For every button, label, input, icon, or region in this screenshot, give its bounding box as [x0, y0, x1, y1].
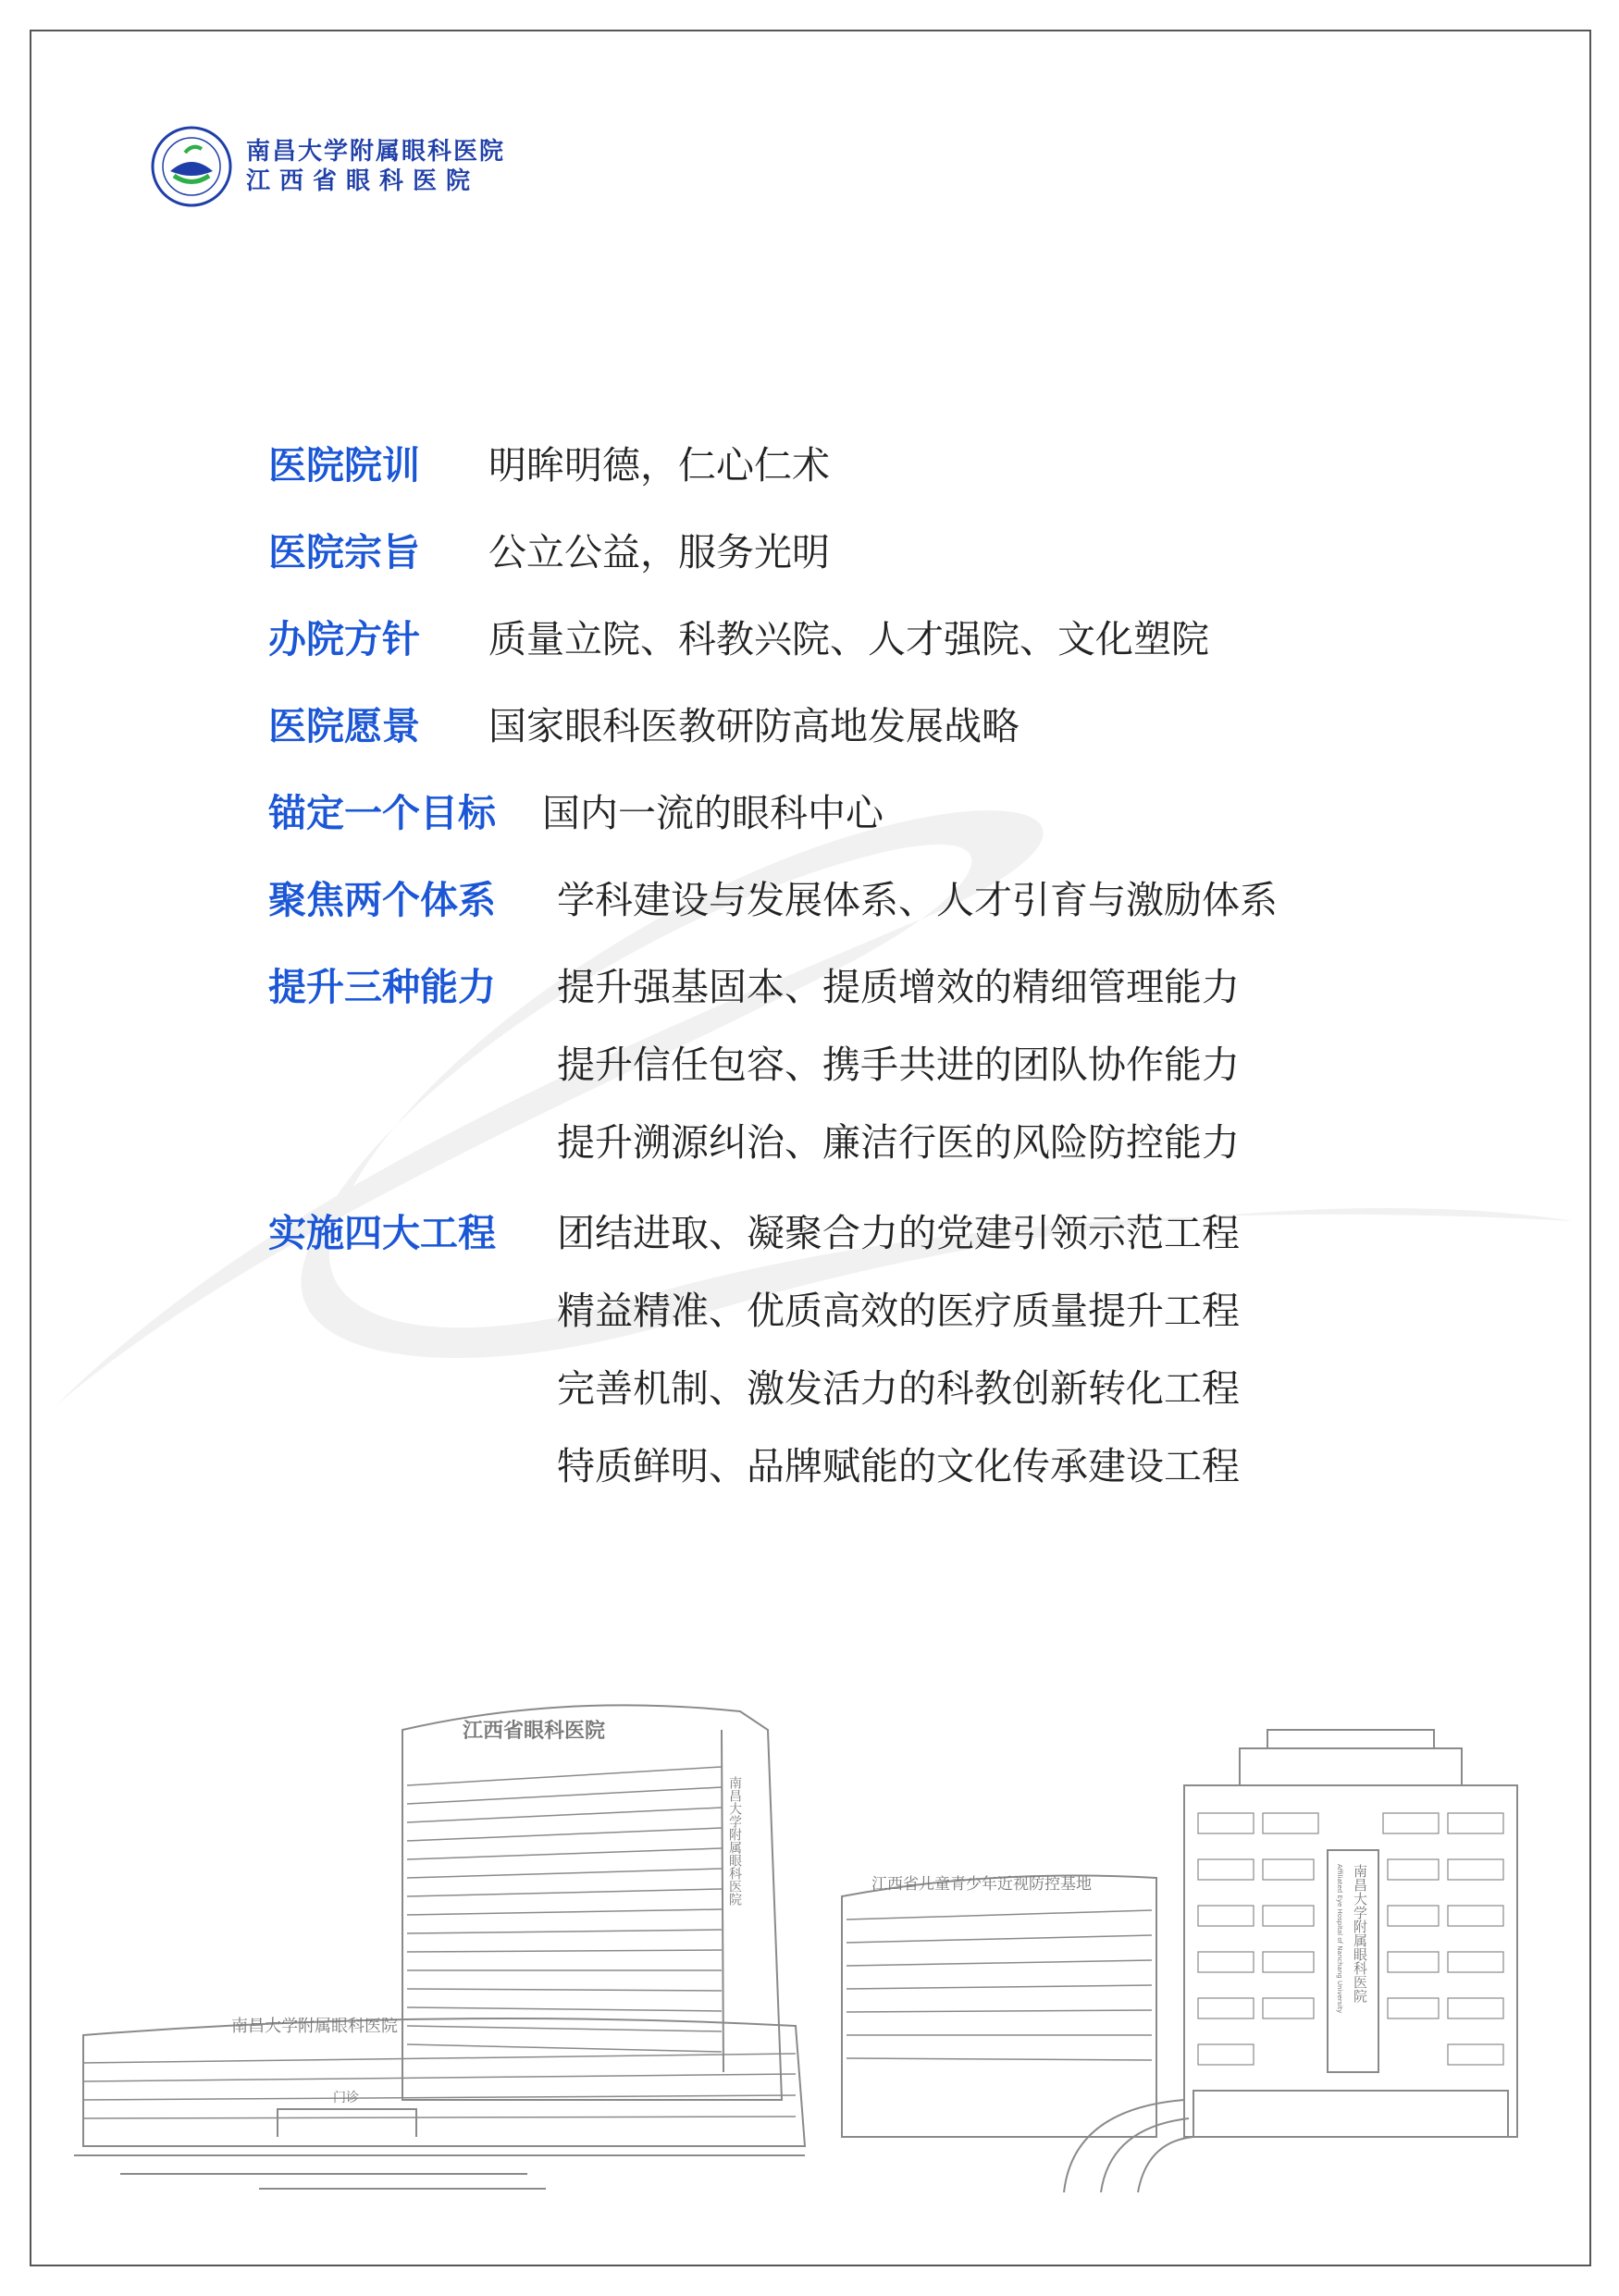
value-text: 国家眼科医教研防高地发展战略 [488, 704, 1020, 748]
value-text: 提升溯源纠治、廉洁行医的风险防控能力 [557, 1120, 1240, 1165]
value-label: 聚焦两个体系 [268, 878, 496, 922]
values-list [268, 439, 1471, 1518]
value-row [268, 613, 1471, 665]
value-text: 公立公益，服务光明 [488, 530, 830, 574]
hospital-emblem-icon [150, 125, 233, 208]
value-label: 实施四大工程 [268, 1211, 496, 1255]
gate-sign: 门诊 [333, 2091, 359, 2105]
podium-sign: 南昌大学附属眼科医院 [231, 2017, 398, 2036]
value-row [268, 961, 1471, 1194]
value-row [268, 1207, 1471, 1518]
value-label: 医院院训 [268, 443, 420, 488]
right-building-english-sign: Affiliated Eye Hospital of Nanchang University [1336, 1864, 1343, 2014]
value-label: 办院方针 [268, 617, 420, 661]
value-text: 特质鲜明、品牌赋能的文化传承建设工程 [557, 1444, 1240, 1488]
value-text: 团结进取、凝聚合力的党建引领示范工程 [557, 1211, 1240, 1255]
value-label: 医院愿景 [268, 704, 420, 748]
hospital-logo [150, 125, 505, 208]
right-building-vertical-sign: 南昌大学附属眼科医院 [1352, 1864, 1368, 2003]
tower-vertical-sign: 南昌大学附属眼科医院 [727, 1776, 742, 1906]
value-row [268, 787, 1471, 839]
value-text: 质量立院、科教兴院、人才强院、文化塑院 [488, 617, 1209, 661]
logo-name-secondary: 江西省眼科医院 [246, 167, 480, 195]
value-row [268, 874, 1471, 926]
value-text: 提升强基固本、提质增效的精细管理能力 [557, 965, 1240, 1009]
value-label: 锚定一个目标 [268, 791, 496, 835]
value-text: 精益精准、优质高效的医疗质量提升工程 [557, 1289, 1240, 1333]
value-text: 完善机制、激发活力的科教创新转化工程 [557, 1366, 1240, 1411]
logo-name-primary: 南昌大学附属眼科医院 [246, 137, 506, 166]
value-text: 学科建设与发展体系、人才引育与激励体系 [557, 878, 1278, 922]
hospital-building-illustration [65, 1674, 1545, 2192]
value-text: 提升信任包容、携手共进的团队协作能力 [557, 1043, 1240, 1087]
value-label: 提升三种能力 [268, 965, 496, 1009]
value-text: 国内一流的眼科中心 [542, 791, 884, 835]
value-label: 医院宗旨 [268, 530, 420, 574]
annex-sign: 江西省儿童青少年近视防控基地 [871, 1875, 1092, 1894]
tower-sign: 江西省眼科医院 [463, 1720, 606, 1743]
value-text: 明眸明德，仁心仁术 [488, 443, 830, 488]
value-row [268, 526, 1471, 578]
value-row [268, 700, 1471, 752]
value-row [268, 439, 1471, 491]
